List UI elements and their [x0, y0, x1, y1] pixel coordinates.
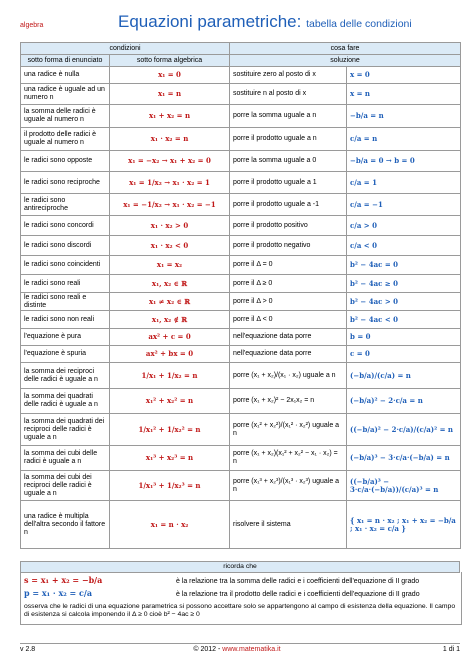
- table-row: [21, 293, 461, 311]
- cell-solution: c/a > 0: [347, 216, 461, 236]
- table-row: [21, 346, 461, 363]
- cell-action: porre il Δ = 0: [230, 256, 347, 275]
- cell-algebraic: x₁ · x₂ < 0: [110, 236, 230, 256]
- cell-statement: una radice è uguale ad un numero n: [21, 84, 110, 105]
- cell-action: porre (x₁ + x₂)² − 2x₁x₂ = n: [230, 389, 347, 414]
- cell-statement: le radici sono reciproche: [21, 172, 110, 194]
- cell-algebraic: 1/x₁² + 1/x₂² = n: [110, 414, 230, 446]
- cell-solution: b² − 4ac = 0: [347, 256, 461, 275]
- table-row: [21, 67, 461, 84]
- cell-action: sostituire n al posto di x: [230, 84, 347, 105]
- cell-action: porre il Δ > 0: [230, 293, 347, 311]
- table-row: [21, 446, 461, 471]
- title-subtitle: tabella delle condizioni: [306, 18, 412, 30]
- table-row: [21, 236, 461, 256]
- cell-solution: c = 0: [347, 346, 461, 363]
- cell-solution: { x₁ = n · x₂ ; x₁ + x₂ = −b/a ; x₁ · x₂ = c/a }: [347, 501, 461, 549]
- cell-solution: −b/a = n: [347, 105, 461, 128]
- cell-solution: c/a < 0: [347, 236, 461, 256]
- cell-algebraic: x₁ = n: [110, 84, 230, 105]
- cell-algebraic: x₁ = 0: [110, 67, 230, 84]
- observation-text: osserva che le radici di una equazione parametrica si possono accettare solo se appartengono al campo di esistenza della equazione. Il campo di esistenza si calcola imponendo il Δ ≥ 0 cioè b² − 4ac ≥ 0: [24, 603, 456, 618]
- cell-statement: le radici sono non reali: [21, 311, 110, 329]
- cell-algebraic: 1/x₁³ + 1/x₂³ = n: [110, 471, 230, 501]
- product-text: è la relazione tra il prodotto delle radici e i coefficienti dell'equazione di II grado: [175, 591, 420, 598]
- cell-solution: b² − 4ac > 0: [347, 293, 461, 311]
- cell-statement: la somma delle radici è uguale al numero n: [21, 105, 110, 128]
- table-row: [21, 275, 461, 293]
- table-row: [21, 256, 461, 275]
- table-row: [21, 151, 461, 172]
- cell-statement: le radici sono reali e distinte: [21, 293, 110, 311]
- note-header: ricorda che: [20, 561, 460, 573]
- cell-statement: la somma dei reciproci delle radici è uguale a n: [21, 363, 110, 389]
- cell-algebraic: x₁² + x₂² = n: [110, 389, 230, 414]
- cell-action: porre il prodotto uguale a -1: [230, 194, 347, 216]
- cell-action: porre la somma uguale a n: [230, 105, 347, 128]
- cell-statement: l'equazione è spuria: [21, 346, 110, 363]
- cell-action: nell'equazione data porre: [230, 329, 347, 346]
- footer-divider: [20, 643, 460, 644]
- table-row: [21, 329, 461, 346]
- cell-algebraic: x₁ + x₂ = n: [110, 105, 230, 128]
- cell-algebraic: x₁ = 1/x₂ → x₁ · x₂ = 1: [110, 172, 230, 194]
- cell-action: porre la somma uguale a 0: [230, 151, 347, 172]
- cell-algebraic: x₁, x₂ ∈ ℝ: [110, 275, 230, 293]
- cell-statement: le radici sono reali: [21, 275, 110, 293]
- cell-statement: una radice è nulla: [21, 67, 110, 84]
- copyright-text: © 2012 -: [193, 646, 221, 653]
- sub-header-algebraic: sotto forma algebrica: [110, 55, 230, 67]
- table-row: [21, 471, 461, 501]
- cell-solution: (−b/a)³ − 3·c/a·(−b/a) = n: [347, 446, 461, 471]
- cell-solution: b = 0: [347, 329, 461, 346]
- cell-action: porre (x₁ + x₂)/(x₁ · x₂) uguale a n: [230, 363, 347, 389]
- table-row: [21, 128, 461, 151]
- cell-statement: la somma dei quadrati delle radici è uguale a n: [21, 389, 110, 414]
- group-header-todo: cosa fare: [230, 43, 461, 55]
- site-link[interactable]: www.matematika.it: [222, 646, 281, 653]
- cell-solution: x = n: [347, 84, 461, 105]
- cell-algebraic: ax² + bx = 0: [110, 346, 230, 363]
- cell-action: porre il prodotto positivo: [230, 216, 347, 236]
- sub-header-row: [21, 55, 461, 67]
- cell-action: porre il prodotto uguale a 1: [230, 172, 347, 194]
- sub-header-statement: sotto forma di enunciato: [21, 55, 110, 67]
- cell-solution: c/a = 1: [347, 172, 461, 194]
- table-row: [21, 501, 461, 549]
- table-row: [21, 311, 461, 329]
- table-row: [21, 363, 461, 389]
- product-formula: p = x₁ · x₂ = c/a: [24, 588, 93, 598]
- cell-statement: le radici sono antireciproche: [21, 194, 110, 216]
- title-main: Equazioni parametriche:: [118, 12, 302, 31]
- conditions-table: [20, 42, 461, 549]
- group-header-conditions: condizioni: [21, 43, 230, 55]
- page-title: [118, 12, 412, 32]
- cell-algebraic: x₁ · x₂ = n: [110, 128, 230, 151]
- table-row: [21, 172, 461, 194]
- cell-statement: la somma dei cubi delle radici è uguale a n: [21, 446, 110, 471]
- cell-solution: (−b/a)² − 2·c/a = n: [347, 389, 461, 414]
- cell-statement: una radice è multipla dell'altra secondo il fattore n: [21, 501, 110, 549]
- cell-algebraic: 1/x₁ + 1/x₂ = n: [110, 363, 230, 389]
- cell-action: porre (x₁² + x₂²)/(x₁² · x₂²) uguale a n: [230, 414, 347, 446]
- cell-statement: le radici sono coincidenti: [21, 256, 110, 275]
- sum-formula: s = x₁ + x₂ = −b/a: [24, 575, 103, 585]
- cell-algebraic: x₁ ≠ x₂ ∈ ℝ: [110, 293, 230, 311]
- table-row: [21, 389, 461, 414]
- cell-solution: −b/a = 0 → b = 0: [347, 151, 461, 172]
- table-row: [21, 84, 461, 105]
- cell-statement: il prodotto delle radici è uguale al numero n: [21, 128, 110, 151]
- cell-solution: b² − 4ac ≥ 0: [347, 275, 461, 293]
- sub-header-solution: soluzione: [230, 55, 461, 67]
- cell-statement: la somma dei quadrati dei reciproci delle radici è uguale a n: [21, 414, 110, 446]
- topic-label: algebra: [20, 22, 44, 29]
- cell-action: porre (x₁ + x₂)(x₁² + x₂² − x₁ · x₂) = n: [230, 446, 347, 471]
- cell-algebraic: x₁³ + x₂³ = n: [110, 446, 230, 471]
- table-row: [21, 194, 461, 216]
- sum-relation: [24, 575, 419, 585]
- cell-solution: (−b/a)/(c/a) = n: [347, 363, 461, 389]
- table-row: [21, 216, 461, 236]
- cell-solution: ((−b/a)² − 2·c/a)/(c/a)² = n: [347, 414, 461, 446]
- cell-action: porre il Δ ≥ 0: [230, 275, 347, 293]
- cell-solution: x = 0: [347, 67, 461, 84]
- cell-algebraic: x₁ = n · x₂: [110, 501, 230, 549]
- sum-text: è la relazione tra la somma delle radici e i coefficienti dell'equazione di II grado: [175, 578, 420, 585]
- cell-action: risolvere il sistema: [230, 501, 347, 549]
- cell-algebraic: ax² + c = 0: [110, 329, 230, 346]
- cell-algebraic: x₁, x₂ ∉ ℝ: [110, 311, 230, 329]
- cell-solution: b² − 4ac < 0: [347, 311, 461, 329]
- copyright-line: [0, 646, 474, 653]
- table-row: [21, 105, 461, 128]
- cell-solution: c/a = −1: [347, 194, 461, 216]
- cell-action: porre il prodotto negativo: [230, 236, 347, 256]
- cell-algebraic: x₁ = x₂: [110, 256, 230, 275]
- cell-action: porre il prodotto uguale a n: [230, 128, 347, 151]
- cell-statement: l'equazione è pura: [21, 329, 110, 346]
- cell-action: porre il Δ < 0: [230, 311, 347, 329]
- cell-solution: c/a = n: [347, 128, 461, 151]
- page-number: 1 di 1: [442, 646, 460, 653]
- table-row: [21, 414, 461, 446]
- cell-algebraic: x₁ = −x₂ → x₁ + x₂ = 0: [110, 151, 230, 172]
- product-relation: [24, 588, 420, 598]
- cell-statement: le radici sono discordi: [21, 236, 110, 256]
- cell-statement: le radici sono concordi: [21, 216, 110, 236]
- cell-algebraic: x₁ · x₂ > 0: [110, 216, 230, 236]
- cell-action: porre (x₁³ + x₂³)/(x₁³ · x₂³) uguale a n: [230, 471, 347, 501]
- cell-statement: le radici sono opposte: [21, 151, 110, 172]
- cell-solution: ((−b/a)³ − 3·c/a·(−b/a))/(c/a)³ = n: [347, 471, 461, 501]
- cell-algebraic: x₁ = −1/x₂ → x₁ · x₂ = −1: [110, 194, 230, 216]
- cell-action: sostituire zero al posto di x: [230, 67, 347, 84]
- group-header-row: [21, 43, 461, 55]
- version-label: v 2.8: [20, 646, 36, 653]
- cell-statement: la somma dei cubi dei reciproci delle radici è uguale a n: [21, 471, 110, 501]
- cell-action: nell'equazione data porre: [230, 346, 347, 363]
